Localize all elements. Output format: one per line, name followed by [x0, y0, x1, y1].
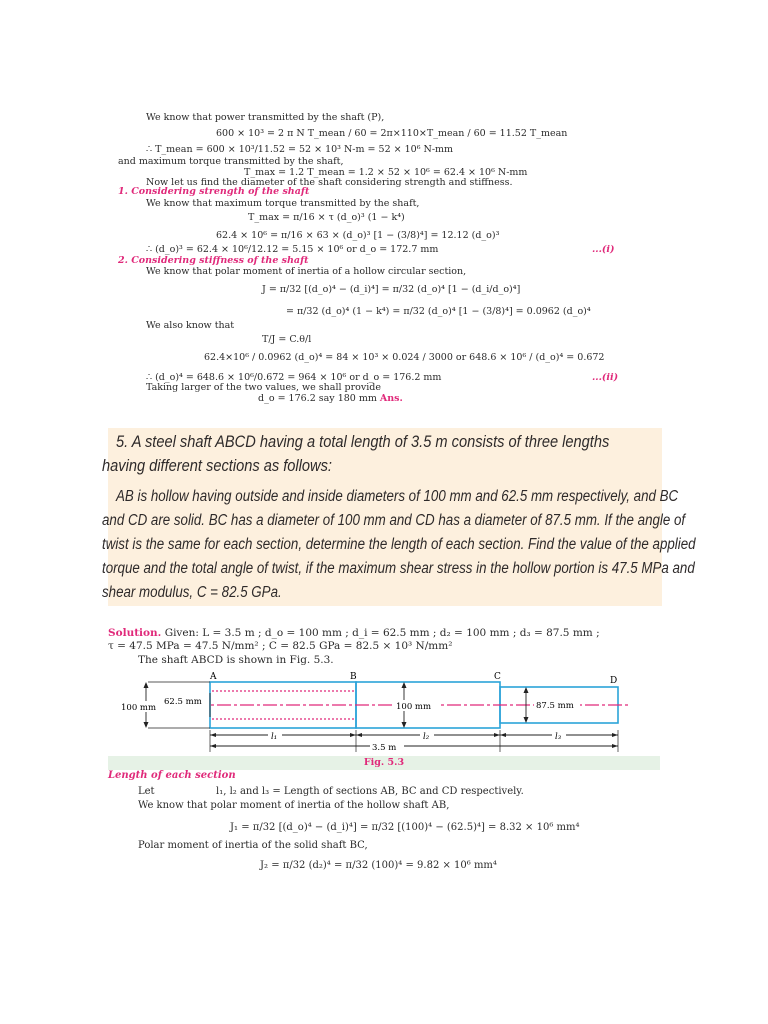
equation-line: J₁ = π/32 [(d_o)⁴ − (d_i)⁴] = π/32 [(100)⁴ − (62.5)⁴] = 8.32 × 10⁶ mm⁴ [230, 822, 580, 833]
figure-caption: Fig. 5.3 [363, 757, 405, 768]
equation-ref: ...(ii) [592, 372, 619, 383]
bc-diameter-label: 100 mm [396, 702, 432, 712]
equation-line: ∴ T_mean = 600 × 10³/11.52 = 52 × 10³ N-m = 52 × 10⁶ N-mm [146, 144, 454, 155]
text-line: and maximum torque transmitted by the shaft, [118, 156, 344, 167]
solution-given [108, 627, 600, 639]
text-line: Now let us find the diameter of the shaft considering strength and stiffness. [146, 177, 513, 188]
section-heading: 1. Considering strength of the shaft [118, 186, 310, 197]
problem-statement-box [102, 428, 696, 606]
equation-line: J₂ = π/32 (d₂)⁴ = π/32 (100)⁴ = 9.82 × 10⁶ mm⁴ [260, 860, 497, 871]
let-label: Let [138, 786, 155, 797]
shaft-figure [108, 668, 660, 756]
text-line: We know that polar moment of inertia of a hollow circular section, [146, 266, 467, 277]
l2-label: l₂ [423, 732, 430, 742]
equation-line: 62.4 × 10⁶ = π/16 × 63 × (d_o)³ [1 − (3/8)⁴] = 12.12 (d_o)³ [216, 230, 500, 241]
problem-line: torque and the total angle of twist, if the maximum shear stress in the hollow portion is 47.5 MPa and [102, 560, 695, 577]
point-d-label: D [610, 676, 618, 686]
equation-line: J = π/32 [(d_o)⁴ − (d_i)⁴] = π/32 (d_o)⁴ [1 − (d_i/d_o)⁴] [262, 284, 521, 295]
text-line: We know that power transmitted by the shaft (P), [146, 112, 385, 123]
text-line: We know that polar moment of inertia of the hollow shaft AB, [138, 800, 450, 811]
problem-line: twist is the same for each section, determine the length of each section. Find the value of the applied [102, 536, 696, 553]
answer-label: Ans. [379, 393, 403, 404]
problem-line: AB is hollow having outside and inside diameters of 100 mm and 62.5 mm respectively, and BC [116, 488, 679, 505]
l3-label: l₃ [555, 732, 562, 742]
problem-line: 5. A steel shaft ABCD having a total length of 3.5 m consists of three lengths [116, 432, 610, 451]
solution-label: Solution. [108, 627, 162, 639]
answer-value: d_o = 176.2 say 180 mm [258, 393, 377, 404]
total-length-label: 3.5 m [372, 743, 397, 753]
cd-diameter-label: 87.5 mm [536, 701, 574, 711]
equation-line: T_max = π/16 × τ (d_o)³ (1 − k⁴) [248, 212, 405, 223]
given-values: Given: L = 3.5 m ; d_o = 100 mm ; d_i = 62.5 mm ; d₂ = 100 mm ; d₃ = 87.5 mm ; [164, 627, 600, 639]
let-text: l₁, l₂ and l₃ = Length of sections AB, BC and CD respectively. [216, 786, 524, 797]
equation-line: 600 × 10³ = 2 π N T_mean / 60 = 2π×110×T_mean / 60 = 11.52 T_mean [216, 128, 568, 139]
equation-ref: ...(i) [592, 244, 615, 255]
text-line: We know that maximum torque transmitted by the shaft, [146, 198, 420, 209]
figure-caption-bar [108, 756, 660, 770]
problem-line: having different sections as follows: [102, 456, 332, 475]
section-heading: Length of each section [108, 770, 236, 781]
text-line: We also know that [146, 320, 235, 331]
given-values-2: τ = 47.5 MPa = 47.5 N/mm² ; C = 82.5 GPa = 82.5 × 10³ N/mm² [108, 640, 453, 652]
l1-label: l₁ [271, 732, 278, 742]
equation-line: T_max = 1.2 T_mean = 1.2 × 52 × 10⁶ = 62.4 × 10⁶ N-mm [244, 167, 528, 178]
inner-diameter-label: 62.5 mm [164, 697, 202, 707]
equation-line: T/J = C.θ/l [262, 334, 312, 345]
text-line: The shaft ABCD is shown in Fig. 5.3. [138, 654, 334, 666]
equation-line: = π/32 (d_o)⁴ (1 − k⁴) = π/32 (d_o)⁴ [1 − (3/8)⁴] = 0.0962 (d_o)⁴ [286, 306, 591, 317]
equation-line: 62.4×10⁶ / 0.0962 (d_o)⁴ = 84 × 10³ × 0.024 / 3000 or 648.6 × 10⁶ / (d_o)⁴ = 0.672 [204, 352, 605, 363]
section-heading: 2. Considering stiffness of the shaft [118, 255, 309, 266]
problem-line: shear modulus, C = 82.5 GPa. [102, 584, 282, 601]
problem-line: and CD are solid. BC has a diameter of 100 mm and CD has a diameter of 87.5 mm. If the angle of [102, 512, 686, 529]
outer-diameter-label: 100 mm [121, 703, 157, 713]
equation-line: ∴ (d_o)³ = 62.4 × 10⁶/12.12 = 5.15 × 10⁶ or d_o = 172.7 mm [146, 244, 439, 255]
text-line: Polar moment of inertia of the solid shaft BC, [138, 840, 368, 851]
text-line: Taking larger of the two values, we shall provide [146, 382, 382, 393]
point-c-label: C [494, 672, 501, 682]
answer-line [258, 393, 403, 405]
equation-line: ∴ (d_o)⁴ = 648.6 × 10⁶/0.672 = 964 × 10⁶ or d_o = 176.2 mm [146, 372, 442, 383]
point-b-label: B [350, 672, 357, 682]
point-a-label: A [210, 672, 217, 682]
